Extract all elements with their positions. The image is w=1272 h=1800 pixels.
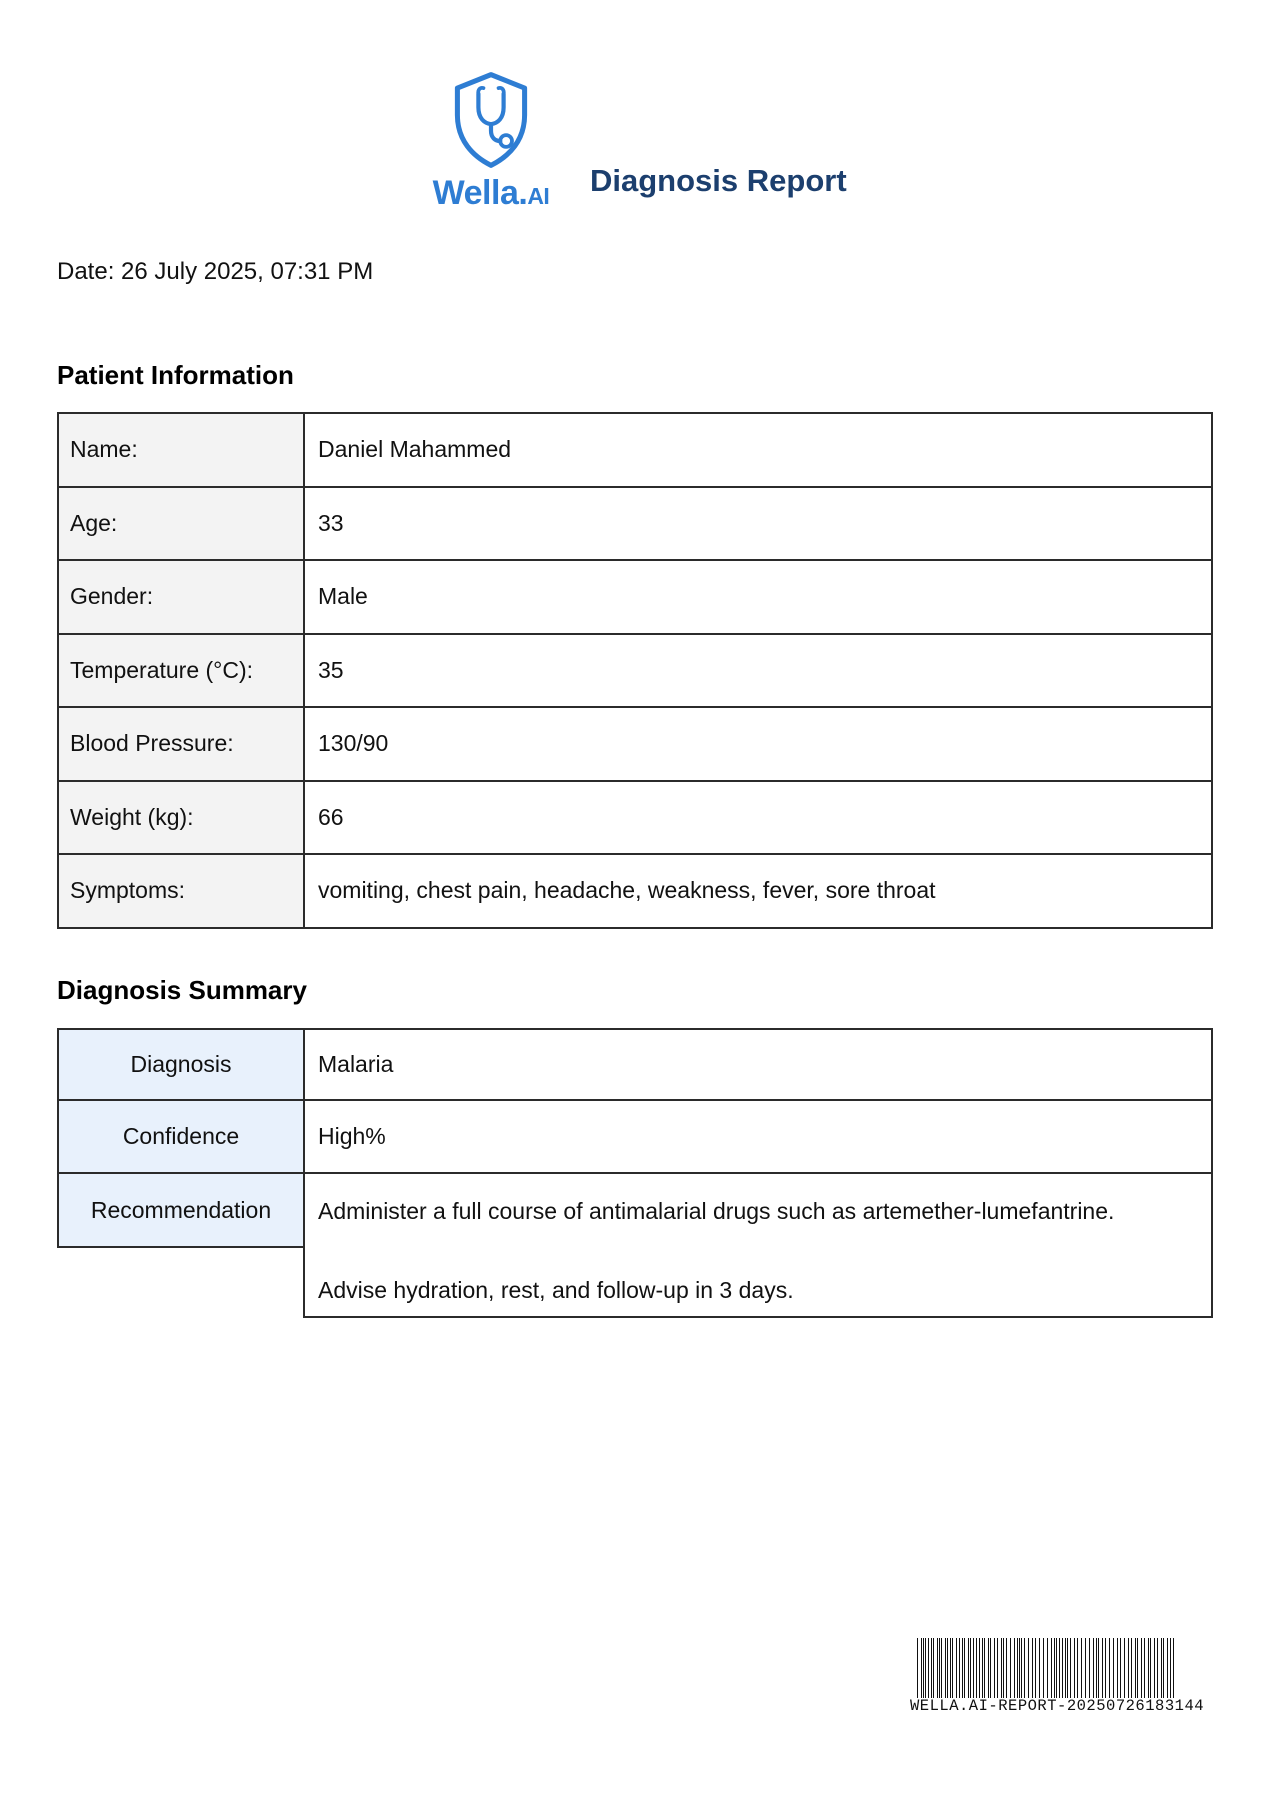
barcode-bar — [945, 1638, 946, 1698]
barcode-bar — [1170, 1638, 1171, 1698]
barcode-bar — [947, 1638, 948, 1698]
barcode-bar — [1124, 1638, 1125, 1698]
diagnosis-summary-heading: Diagnosis Summary — [57, 975, 307, 1005]
brand-name-main: Wella. — [432, 174, 528, 212]
barcode-bar — [970, 1638, 971, 1698]
confidence-row-value: High% — [303, 1099, 1213, 1174]
barcode-bar — [973, 1638, 974, 1698]
barcode-bar — [1157, 1638, 1158, 1698]
barcode-bar — [923, 1638, 924, 1698]
barcode-bar — [1054, 1638, 1055, 1698]
barcode-bar — [979, 1638, 980, 1698]
barcode-bar — [1161, 1638, 1162, 1698]
barcode-bar — [988, 1638, 989, 1698]
page-title: Diagnosis Report — [590, 163, 847, 198]
barcode-bar — [937, 1638, 938, 1698]
barcode-bar — [1113, 1638, 1114, 1698]
barcode-bar — [1039, 1638, 1040, 1698]
patient-row-label: Symptoms: — [59, 855, 305, 929]
barcode-bar — [1014, 1638, 1015, 1698]
patient-row-label: Blood Pressure: — [59, 708, 305, 782]
barcode-bar — [982, 1638, 983, 1698]
barcode-bar — [956, 1638, 957, 1698]
barcode-bar — [1098, 1638, 1099, 1698]
barcode-bar — [1150, 1638, 1151, 1698]
barcode-bar — [952, 1638, 953, 1698]
patient-row-value: 33 — [305, 488, 1213, 562]
barcode-bar — [1051, 1638, 1052, 1698]
barcode-bar — [1077, 1638, 1078, 1698]
barcode-bar — [959, 1638, 960, 1698]
diagnosis-row-value: Malaria — [303, 1028, 1213, 1101]
recommendation-line-1: Administer a full course of antimalarial drugs such as artemether-lumefantrine. — [318, 1198, 1115, 1224]
recommendation-row-label: Recommendation — [57, 1172, 305, 1248]
barcode-bar — [1021, 1638, 1022, 1698]
diagnosis-summary-table — [57, 1028, 1213, 1320]
barcode-bar — [994, 1638, 995, 1698]
barcode-bar — [1019, 1638, 1020, 1698]
barcode-bar — [1074, 1638, 1075, 1698]
barcode-bar — [1137, 1638, 1138, 1698]
report-date: Date: 26 July 2025, 07:31 PM — [57, 258, 374, 285]
barcode-bar — [1043, 1638, 1044, 1698]
barcode-bar — [1102, 1638, 1103, 1698]
barcode-bar — [1117, 1638, 1118, 1698]
recommendation-line-2: Advise hydration, rest, and follow-up in 3 days. — [318, 1277, 794, 1303]
barcode-bar — [1148, 1638, 1149, 1698]
barcode-bar — [1131, 1638, 1132, 1698]
barcode-bar — [1003, 1638, 1004, 1698]
barcode-bar — [1096, 1638, 1097, 1698]
barcode-bar — [1105, 1638, 1106, 1698]
patient-row-value: 66 — [305, 782, 1213, 856]
barcode-bar — [1135, 1638, 1136, 1698]
shield-stethoscope-icon — [449, 70, 533, 170]
barcode-bar — [964, 1638, 965, 1698]
barcode-bar — [1028, 1638, 1029, 1698]
barcode-bar — [962, 1638, 963, 1698]
barcode-bar — [1032, 1638, 1033, 1698]
barcode-bar — [939, 1638, 940, 1698]
barcode-bar — [1006, 1638, 1007, 1698]
patient-row-value: vomiting, chest pain, headache, weakness, fever, sore throat — [305, 855, 1213, 929]
barcode-bar — [931, 1638, 932, 1698]
barcode-bar — [1173, 1638, 1174, 1698]
barcode-bar — [1065, 1638, 1066, 1698]
barcode-bar — [933, 1638, 934, 1698]
recommendation-row-value — [303, 1172, 1213, 1318]
barcode-bar — [1017, 1638, 1018, 1698]
brand-name-suffix: AI — [527, 183, 550, 209]
barcode-bar — [950, 1638, 951, 1698]
barcode-bar — [1067, 1638, 1068, 1698]
barcode-bar — [1141, 1638, 1142, 1698]
barcode-bar — [976, 1638, 977, 1698]
patient-row-label: Weight (kg): — [59, 782, 305, 856]
barcode-text: WELLA.AI-REPORT-20250726183144 — [910, 1697, 1205, 1715]
barcode-bar — [1167, 1638, 1168, 1698]
barcode-bar — [921, 1638, 922, 1698]
brand-name — [423, 174, 559, 213]
patient-row-label: Age: — [59, 488, 305, 562]
patient-row-value: Daniel Mahammed — [305, 414, 1213, 488]
patient-information-table — [57, 412, 1213, 929]
diagnosis-value-column — [303, 1028, 1213, 1318]
patient-row-label: Gender: — [59, 561, 305, 635]
barcode-bar — [1047, 1638, 1048, 1698]
barcode-bar — [1001, 1638, 1002, 1698]
confidence-row-label: Confidence — [57, 1099, 305, 1174]
barcode-bar — [1120, 1638, 1121, 1698]
barcode-bar — [1062, 1638, 1063, 1698]
barcode-bar — [1010, 1638, 1011, 1698]
barcode-bar — [984, 1638, 985, 1698]
barcode-bar — [1070, 1638, 1071, 1698]
barcode-bar — [917, 1638, 918, 1698]
barcode-bar — [1059, 1638, 1060, 1698]
report-barcode — [917, 1638, 1179, 1698]
barcode-bar — [928, 1638, 929, 1698]
barcode-bar — [941, 1638, 942, 1698]
barcode-bar — [997, 1638, 998, 1698]
barcode-bar — [1144, 1638, 1145, 1698]
barcode-bar — [1035, 1638, 1036, 1698]
barcode-bar — [1085, 1638, 1086, 1698]
barcode-bar — [968, 1638, 969, 1698]
patient-row-label: Name: — [59, 414, 305, 488]
brand-logo-block — [423, 70, 559, 213]
barcode-bar — [1163, 1638, 1164, 1698]
barcode-bar — [1093, 1638, 1094, 1698]
barcode-bar — [990, 1638, 991, 1698]
barcode-bar — [1089, 1638, 1090, 1698]
diagnosis-row-label: Diagnosis — [57, 1028, 305, 1101]
patient-row-value: 35 — [305, 635, 1213, 709]
barcode-bar — [1056, 1638, 1057, 1698]
patient-row-value: 130/90 — [305, 708, 1213, 782]
barcode-bar — [1128, 1638, 1129, 1698]
patient-information-heading: Patient Information — [57, 360, 294, 390]
barcode-bar — [1154, 1638, 1155, 1698]
barcode-bar — [1024, 1638, 1025, 1698]
barcode-bar — [1081, 1638, 1082, 1698]
patient-row-value: Male — [305, 561, 1213, 635]
diagnosis-label-column — [57, 1028, 305, 1248]
patient-row-label: Temperature (°C): — [59, 635, 305, 709]
barcode-bar — [925, 1638, 926, 1698]
barcode-bar — [1109, 1638, 1110, 1698]
